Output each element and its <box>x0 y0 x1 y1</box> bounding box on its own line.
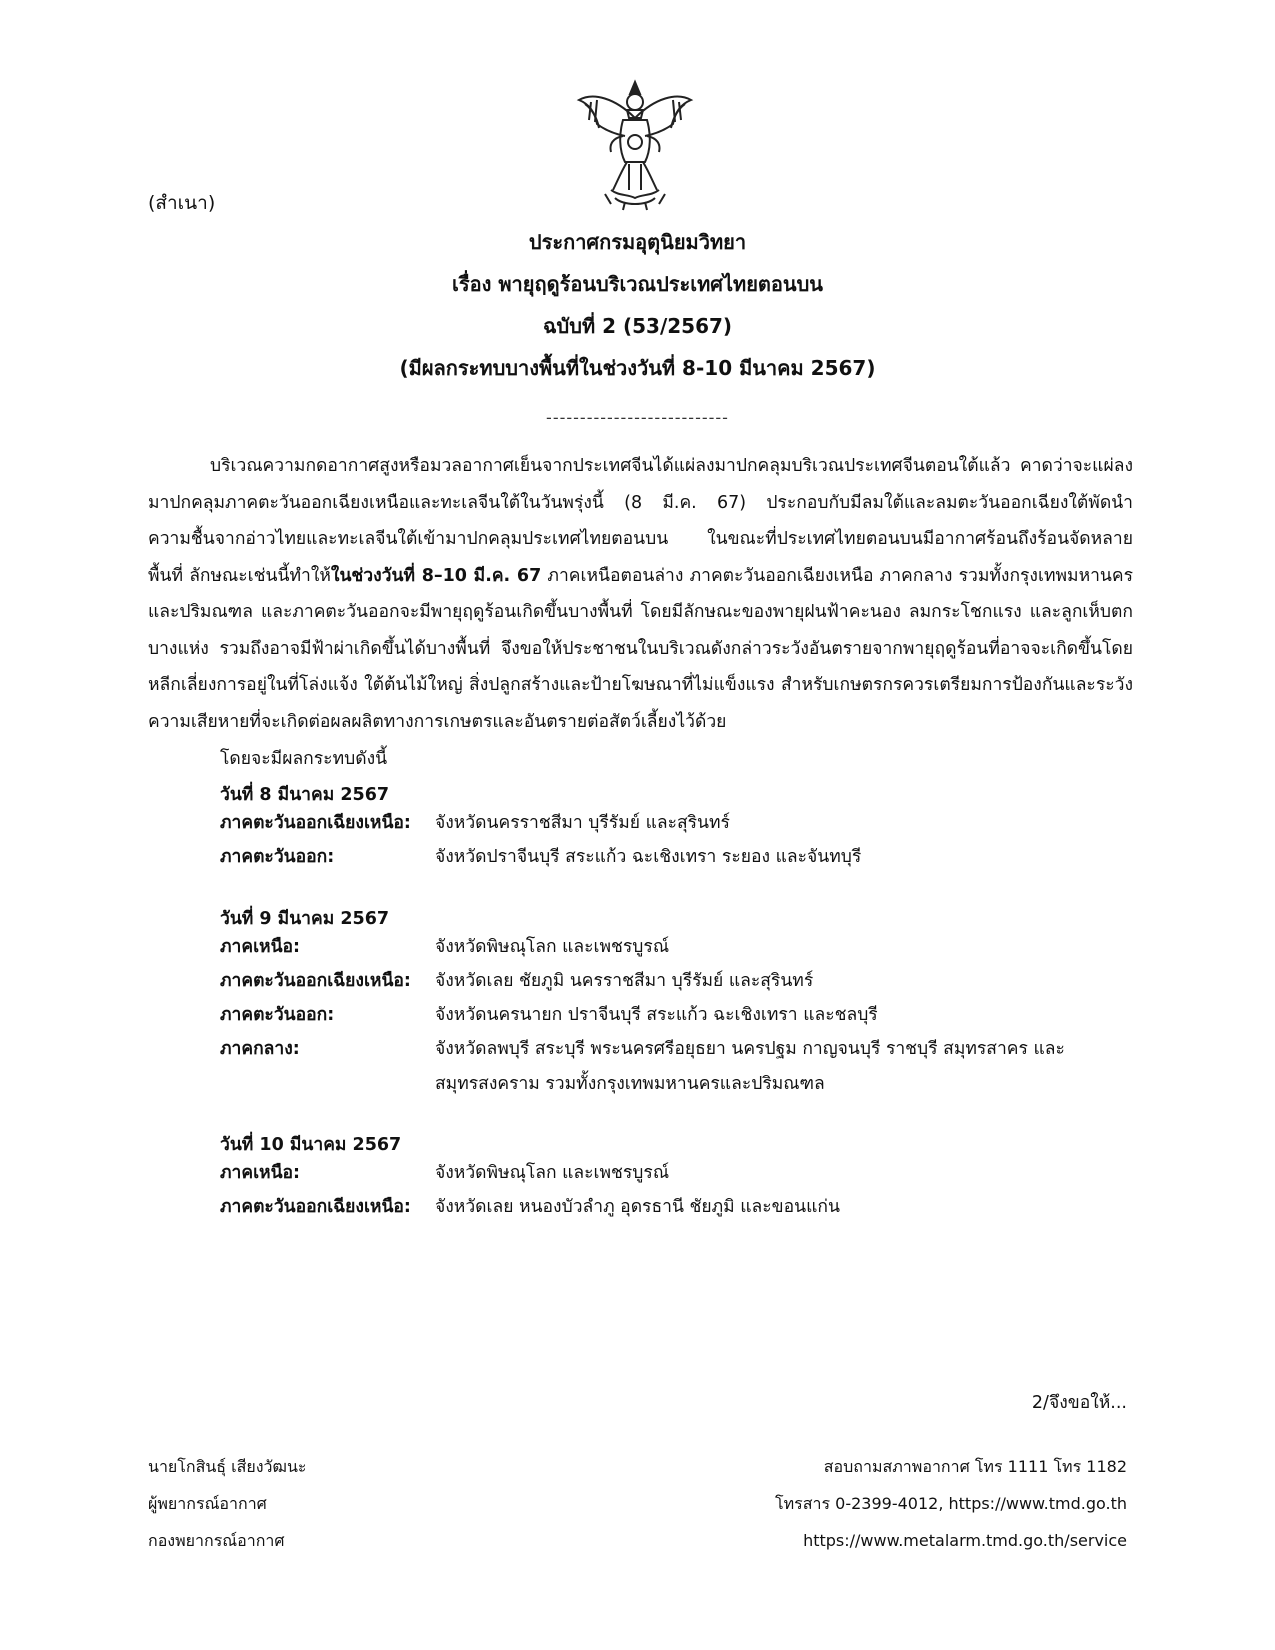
body-part-2: ภาคเหนือตอนล่าง ภาคตะวันออกเฉียงเหนือ ภาคกลาง รวมทั้งกรุงเทพมหานครและปริมณฑล และภาคตะวันออกจะมีพายุฤดูร้อนเกิดขึ้นบางพื้นที่ โดยมีลักษณะของพายุฝนฟ้าคะนอง ลมกระโชกแรง และลูกเห็บตกบางแห่ง รวมถึงอาจมีฟ้าผ่าเกิดขึ้นได้บางพื้นที่ จึงขอให้ประชาชนในบริเวณดังกล่าวระวังอันตรายจากพายุฤดูร้อนที่อาจจะเกิดขึ้นโดยหลีกเลี่ยงการอยู่ในที่โล่งแจ้ง ใต้ต้นไม้ใหญ่ สิ่งปลูกสร้างและป้ายโฆษณาที่ไม่แข็งแรง สำหรับเกษตรกรควรเตรียมการป้องกันและระวังความเสียหายที่จะเกิดต่อผลผลิตทางการเกษตรและอันตรายต่อสัตว์เลี้ยงไว้ด้วย <box>148 565 1133 732</box>
title-separator: --------------------------- <box>546 408 729 427</box>
contact-phone: สอบถามสภาพอากาศ โทร 1111 โทร 1182 <box>823 1457 1127 1476</box>
day-heading: วันที่ 8 มีนาคม 2567 <box>220 785 390 805</box>
contact-service-url: https://www.metalarm.tmd.go.th/service <box>803 1531 1127 1550</box>
region-label: ภาคตะวันออกเฉียงเหนือ: <box>220 971 411 991</box>
footer-forecaster <box>148 1448 307 1559</box>
announcement-issue: ฉบับที่ 2 (53/2567) <box>542 314 733 338</box>
announcement-subject: เรื่อง พายุฤดูร้อนบริเวณประเทศไทยตอนบน <box>452 272 823 296</box>
province-list: จังหวัดพิษณุโลก และเพชรบูรณ์ <box>435 1163 670 1183</box>
day-heading: วันที่ 10 มีนาคม 2567 <box>220 1135 402 1155</box>
region-label: ภาคเหนือ: <box>220 1163 301 1183</box>
copy-mark: (สำเนา) <box>148 192 216 214</box>
province-list: จังหวัดนครนายก ปราจีนบุรี สระแก้ว ฉะเชิงเทรา และชลบุรี <box>435 1005 878 1025</box>
province-list: จังหวัดเลย ชัยภูมิ นครราชสีมา บุรีรัมย์ และสุรินทร์ <box>435 971 814 991</box>
province-list: จังหวัดพิษณุโลก และเพชรบูรณ์ <box>435 937 670 957</box>
forecaster-name: นายโกสินธุ์ เสียงวัฒนะ <box>148 1457 307 1476</box>
body-bold-period: ในช่วงวันที่ 8–10 มี.ค. 67 <box>330 565 542 586</box>
province-list: จังหวัดลพบุรี สระบุรี พระนครศรีอยุธยา นครปฐม กาญจนบุรี ราชบุรี สมุทรสาคร และสมุทรสงคราม รวมทั้งกรุงเทพมหานครและปริมณฑล <box>435 1039 1065 1094</box>
contact-fax-website: โทรสาร 0-2399-4012, https://www.tmd.go.th <box>775 1494 1127 1513</box>
region-label: ภาคตะวันออกเฉียงเหนือ: <box>220 813 411 833</box>
announcement-title: ประกาศกรมอุตุนิยมวิทยา <box>528 230 747 254</box>
province-list: จังหวัดเลย หนองบัวลำภู อุดรธานี ชัยภูมิ และขอนแก่น <box>435 1197 840 1217</box>
region-label: ภาคตะวันออกเฉียงเหนือ: <box>220 1197 411 1217</box>
announcement-impact-period: (มีผลกระทบบางพื้นที่ในช่วงวันที่ 8-10 มีนาคม 2567) <box>399 356 876 380</box>
province-list: จังหวัดนครราชสีมา บุรีรัมย์ และสุรินทร์ <box>435 813 730 833</box>
region-label: ภาคกลาง: <box>220 1039 300 1059</box>
forecaster-division: กองพยากรณ์อากาศ <box>148 1531 285 1550</box>
day-heading: วันที่ 9 มีนาคม 2567 <box>220 909 390 929</box>
page-continuation: 2/จึงขอให้... <box>1031 1393 1127 1413</box>
province-list: จังหวัดปราจีนบุรี สระแก้ว ฉะเชิงเทรา ระยอง และจันทบุรี <box>435 847 862 867</box>
announcement-body <box>148 448 1133 740</box>
region-label: ภาคตะวันออก: <box>220 847 335 867</box>
impact-lead: โดยจะมีผลกระทบดังนี้ <box>220 749 388 769</box>
region-label: ภาคตะวันออก: <box>220 1005 335 1025</box>
region-label: ภาคเหนือ: <box>220 937 301 957</box>
garuda-emblem-icon <box>575 78 695 212</box>
body-part-1: บริเวณความกดอากาศสูงหรือมวลอากาศเย็นจากประเทศจีนได้แผ่ลงมาปกคลุมบริเวณประเทศจีนตอนใต้แล้ว คาดว่าจะแผ่ลงมาปกคลุมภาคตะวันออกเฉียงเหนือและทะเลจีนใต้ในวันพรุ่งนี้ (8 มี.ค. 67) ประกอบกับมีลมใต้และลมตะวันออกเฉียงใต้พัดนำความชื้นจากอ่าวไทยและทะเลจีนใต้เข้ามาปกคลุมประเทศไทยตอนบน ในขณะที่ประเทศไทยตอนบนมีอากาศร้อนถึงร้อนจัดหลายพื้นที่ ลักษณะเช่นนี้ทำให้ <box>148 456 1133 586</box>
footer-contact <box>775 1448 1127 1559</box>
forecaster-title: ผู้พยากรณ์อากาศ <box>148 1494 267 1513</box>
